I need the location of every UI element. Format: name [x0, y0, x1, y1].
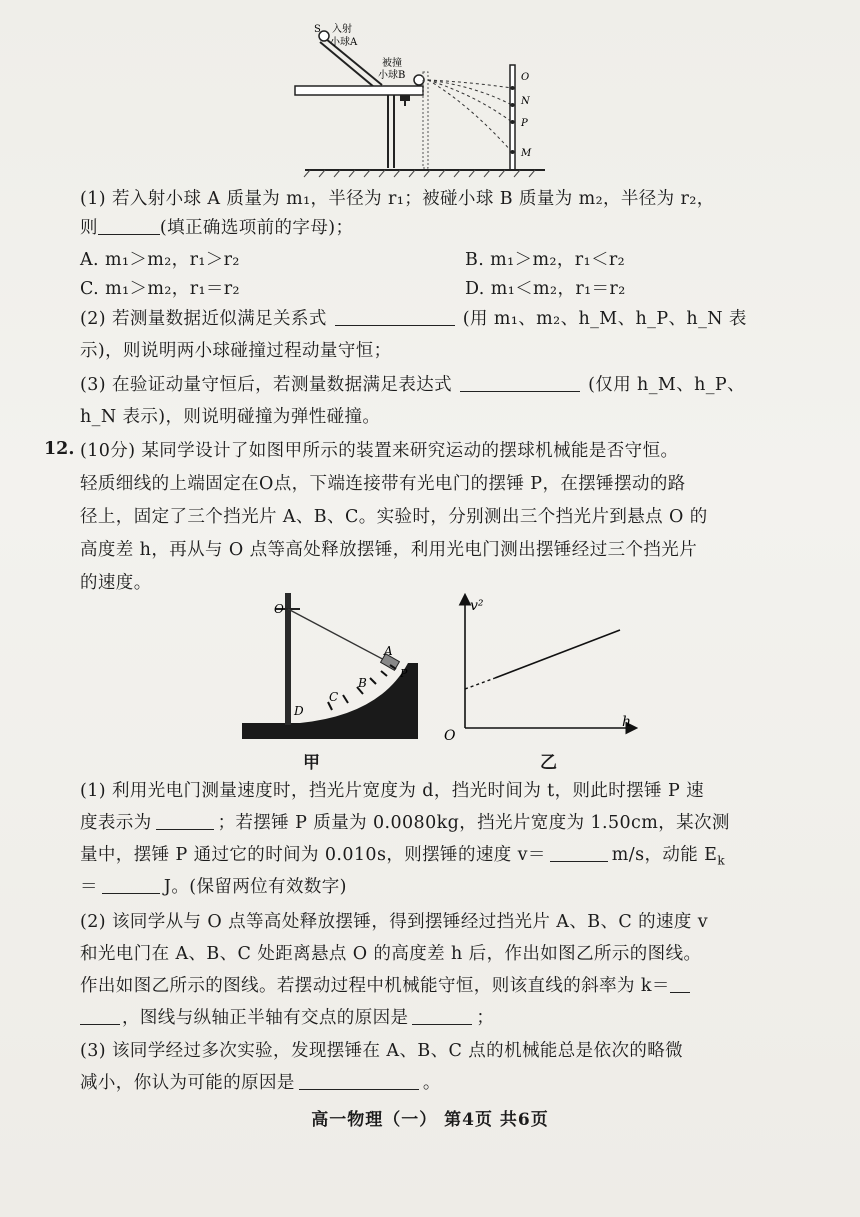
q11-part1-line1: (1) 若入射小球 A 质量为 m₁，半径为 r₁；被碰小球 B 质量为 m₂，半径为 r₂， — [80, 189, 715, 209]
pendulum-label-D: D — [294, 704, 304, 718]
point-N: N — [521, 96, 530, 107]
q11-part3-prefix: (3) 在验证动量守恒后，若测量数据满足表达式 — [80, 375, 453, 395]
axis-origin-label: O — [444, 728, 456, 744]
label-S: S — [314, 24, 321, 35]
point-M: M — [521, 148, 532, 159]
collision-apparatus-figure — [290, 20, 550, 180]
answer-blank[interactable] — [98, 216, 160, 235]
answer-blank[interactable] — [299, 1071, 419, 1090]
pendulum-label-O: O — [274, 602, 284, 616]
q11-part3-suffix: (仅用 h_M、h_P、 — [588, 375, 745, 395]
answer-blank[interactable] — [550, 843, 608, 862]
q12-part1-l2-prefix: 度表示为 — [80, 813, 152, 833]
pendulum-label-P: P — [400, 667, 408, 680]
question-number: 12. — [44, 439, 75, 459]
option-D: D. m₁＜m₂，r₁＝r₂ — [465, 279, 626, 299]
q12-part2-l3-text: 作出如图乙所示的图线。若摆动过程中机械能守恒，则该直线的斜率为 k＝ — [80, 976, 670, 996]
v2-h-graph — [440, 588, 650, 748]
q12-intro-line3: 径上，固定了三个挡光片 A、B、C。实验时，分别测出三个挡光片到悬点 O 的 — [80, 507, 708, 527]
q12-part2-l4-suffix: ； — [476, 1008, 495, 1028]
label-A-line1: 入射 — [332, 24, 352, 35]
q12-part1-line1: (1) 利用光电门测量速度时，挡光片宽度为 d，挡光时间为 t，则此时摆锤 P 速 — [80, 781, 705, 801]
q12-part1-l2-suffix: ；若摆锤 P 质量为 0.0080kg，挡光片宽度为 1.50cm，某次测 — [217, 813, 730, 833]
q12-part2-line3 — [80, 974, 690, 998]
q11-part1-suffix: (填正确选项前的字母)； — [159, 218, 354, 238]
answer-blank[interactable] — [80, 1006, 120, 1025]
q12-part2-line1: (2) 该同学从与 O 点等高处释放摆锤，得到摆锤经过挡光片 A、B、C 的速度 v — [80, 912, 709, 932]
q12-part1-line3 — [80, 843, 725, 873]
pendulum-label-C: C — [329, 690, 339, 704]
pendulum-figure — [240, 585, 420, 745]
figure-jia-caption: 甲 — [303, 753, 320, 773]
option-B: B. m₁＞m₂，r₁＜r₂ — [465, 250, 626, 270]
q12-part2-line4 — [80, 1006, 494, 1030]
q12-part1-line4 — [80, 875, 347, 899]
q12-intro-line5: 的速度。 — [80, 573, 152, 593]
pendulum-label-A: A — [384, 644, 393, 658]
q11-part3-line2: h_N 表示)，则说明碰撞为弹性碰撞。 — [80, 407, 381, 427]
q12-part3-line1: (3) 该同学经过多次实验，发现摆锤在 A、B、C 点的机械能总是依次的略微 — [80, 1041, 684, 1061]
q12-part3-l2-suffix: 。 — [422, 1073, 441, 1093]
pendulum-label-B: B — [358, 676, 367, 690]
answer-blank[interactable] — [156, 811, 214, 830]
q11-part1-prefix: 则 — [80, 218, 98, 238]
q12-intro-line2: 轻质细线的上端固定在O点，下端连接带有光电门的摆锤 P，在摆锤摆动的路 — [80, 474, 686, 494]
q12-part1-l3-prefix: 量中，摆锤 P 通过它的时间为 0.010s，则摆锤的速度 v＝ — [80, 845, 546, 865]
q12-part3-line2 — [80, 1071, 441, 1095]
axis-y-label: v² — [470, 598, 484, 614]
q12-part1-l4-prefix: ＝ — [80, 877, 98, 897]
point-O: O — [521, 72, 530, 83]
option-C: C. m₁＞m₂，r₁＝r₂ — [80, 279, 240, 299]
answer-blank[interactable] — [412, 1006, 472, 1025]
option-A: A. m₁＞m₂，r₁＞r₂ — [80, 250, 240, 270]
label-B-line1: 被撞 — [382, 58, 402, 69]
answer-blank[interactable] — [335, 307, 455, 326]
q12-intro-line4: 高度差 h，再从与 O 点等高处释放摆锤，利用光电门测出摆锤经过三个挡光片 — [80, 540, 698, 560]
figure-yi-caption: 乙 — [540, 753, 557, 773]
axis-x-label: h — [622, 714, 632, 730]
q11-part2-prefix: (2) 若测量数据近似满足关系式 — [80, 309, 327, 329]
q12-part2-l4-prefix: ，图线与纵轴正半轴有交点的原因是 — [122, 1008, 409, 1028]
answer-blank[interactable] — [460, 373, 580, 392]
q11-part1-line2 — [80, 216, 353, 240]
q12-part3-l2-prefix: 减小，你认为可能的原因是 — [80, 1073, 295, 1093]
q12-intro-line1: (10分) 某同学设计了如图甲所示的装置来研究运动的摆球机械能是否守恒。 — [80, 441, 679, 461]
page-footer: 高一物理（一） 第4页 共6页 — [311, 1110, 549, 1130]
q12-part2-line2: 和光电门在 A、B、C 处距离悬点 O 的高度差 h 后，作出如图乙所示的图线。 — [80, 944, 702, 964]
q12-part1-l3-suffix: m/s，动能 E — [611, 845, 718, 865]
q11-part2-line2: 示)，则说明两小球碰撞过程动量守恒； — [80, 341, 392, 361]
answer-blank[interactable] — [670, 974, 690, 993]
answer-blank[interactable] — [102, 875, 160, 894]
q11-part2-line1 — [80, 307, 747, 331]
label-B-line2: 小球B — [378, 70, 406, 81]
q11-part2-suffix: (用 m₁、m₂、h_M、h_P、h_N 表 — [462, 309, 747, 329]
q12-part1-l4-suffix: J。(保留两位有效数字) — [163, 877, 347, 897]
point-P: P — [521, 118, 528, 129]
q11-part3-line1 — [80, 373, 745, 397]
label-A-line2: 小球A — [330, 37, 358, 48]
subscript-k: k — [717, 853, 725, 868]
q12-part1-line2 — [80, 811, 730, 835]
